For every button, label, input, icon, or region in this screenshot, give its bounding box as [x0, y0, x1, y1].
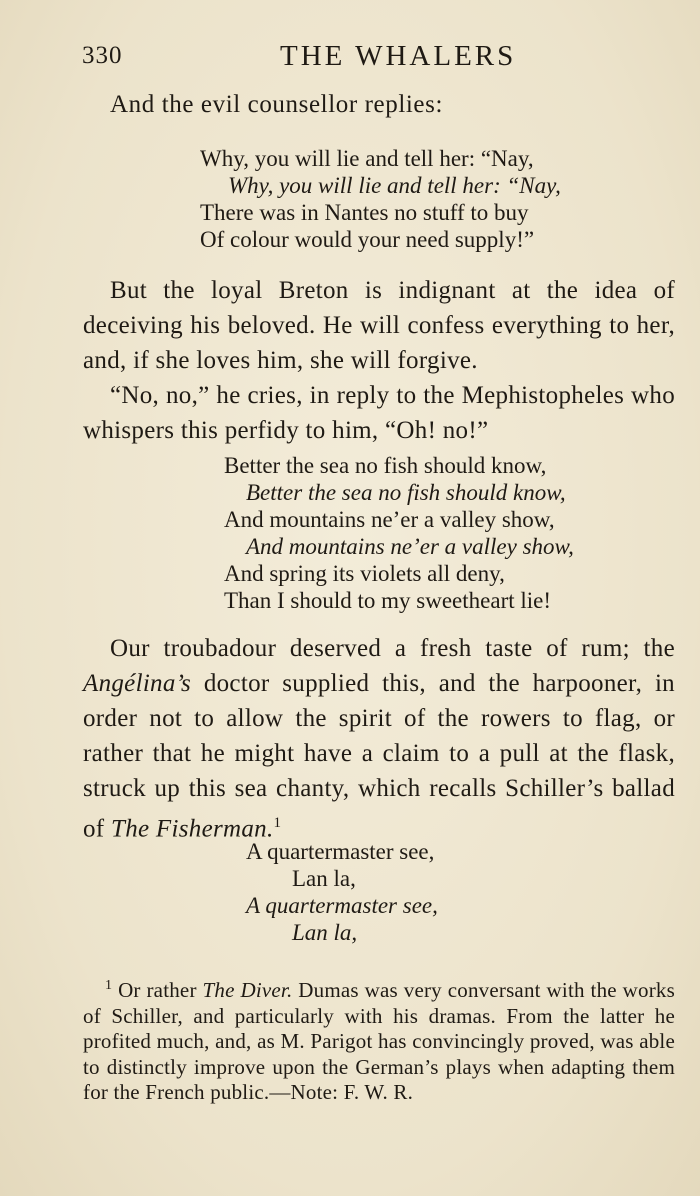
verse-stanza-1	[0, 145, 700, 255]
footnote-part: Dumas was very conversant with the works of Schiller, and particularly with his dramas. From the latter he profited much, and, as M. Parigot has convincingly proved, was able to distinctly improve upon the German’s plays when adapting them for the French public.—Note: F. W. R.	[83, 978, 675, 1104]
verse-line: Why, you will lie and tell her: “Nay,	[200, 146, 534, 171]
paragraph	[83, 631, 675, 846]
verse-stanza-2	[0, 452, 700, 617]
footnote-title: The Diver.	[202, 978, 293, 1002]
paragraph-text: doctor supplied this, and the harpooner, in order not to allow the spirit of the rowers to flag, or rather that he might have a claim to a pull at the flask, struck up this sea chanty, which recalls Schiller’s ballad of	[83, 670, 675, 843]
paragraph: “No, no,” he cries, in reply to the Mephistopheles who whispers this perfidy to him, “Oh! no!”	[83, 382, 675, 444]
verse-line: And mountains ne’er a valley show,	[224, 507, 555, 532]
page-header	[82, 40, 602, 76]
verse-line: Better the sea no fish should know,	[246, 480, 566, 505]
intro-line: And the evil counsellor replies:	[110, 91, 444, 118]
verse-stanza-3	[0, 838, 700, 948]
footnote-marker: 1	[105, 978, 113, 993]
page-number: 330	[82, 42, 123, 69]
verse-line: There was in Nantes no stuff to buy	[200, 200, 529, 225]
footnote-part: Or rather	[112, 978, 203, 1002]
verse-line: And mountains ne’er a valley show,	[246, 534, 574, 559]
verse-line: And spring its violets all deny,	[224, 561, 505, 586]
footnote-reference[interactable]: 1	[273, 815, 282, 831]
verse-line: Than I should to my sweetheart lie!	[224, 588, 552, 613]
verse-line: Lan la,	[292, 920, 358, 945]
prose-block-1	[83, 273, 675, 448]
prose-block-2	[83, 631, 675, 846]
footnote-text	[83, 973, 675, 1106]
verse-line: Lan la,	[292, 866, 356, 891]
ship-name: Angélina’s	[83, 670, 192, 697]
footnote	[83, 973, 675, 1106]
verse-line: Why, you will lie and tell her: “Nay,	[228, 173, 561, 198]
paragraph: But the loyal Breton is indignant at the idea of deceiving his beloved. He will confess everything to her, and, if she loves him, she will forgive.	[83, 277, 675, 374]
verse-line: A quartermaster see,	[246, 893, 438, 918]
verse-line: Of colour would your need supply!”	[200, 227, 535, 252]
running-head: THE WHALERS	[280, 40, 517, 72]
verse-line: A quartermaster see,	[246, 839, 435, 864]
ballad-title: The Fisherman.	[110, 815, 274, 843]
paragraph-text: Our troubadour deserved a fresh taste of rum; the	[110, 635, 675, 662]
verse-line: Better the sea no fish should know,	[224, 453, 547, 478]
